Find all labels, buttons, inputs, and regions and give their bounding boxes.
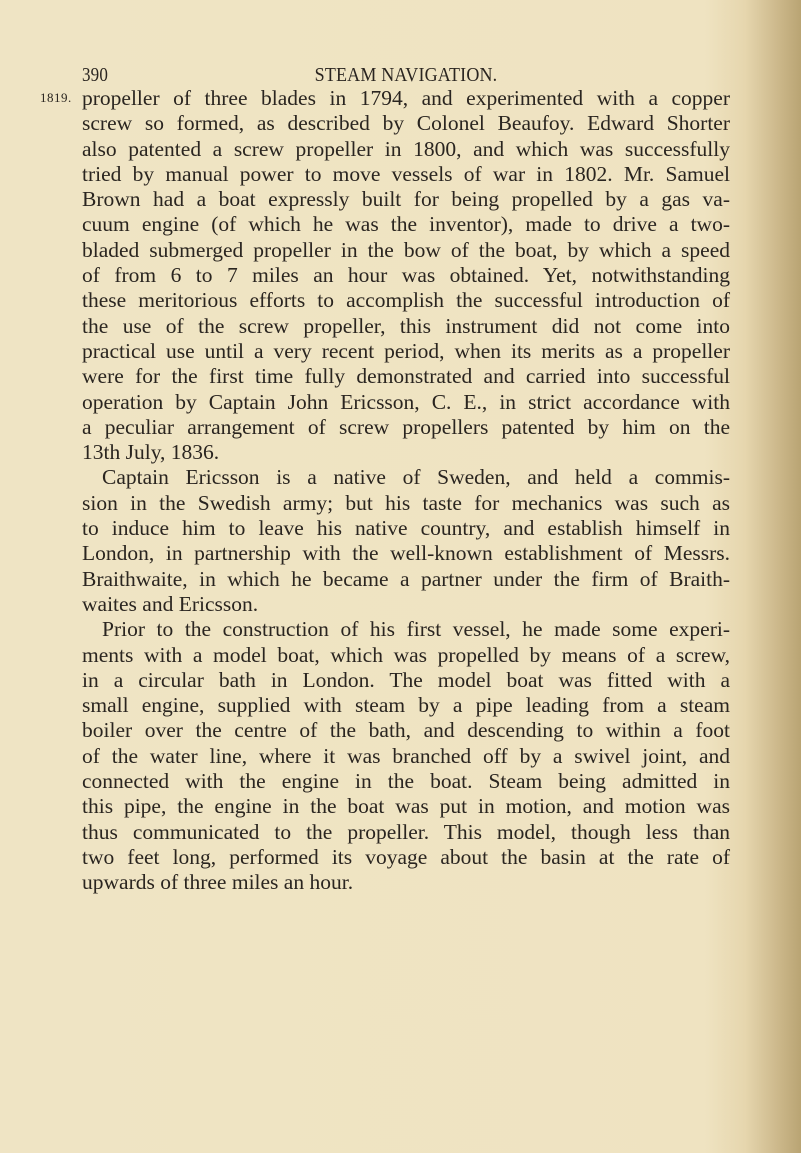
text-line: bladed submerged propeller in the bow of the boat, by which a speed <box>82 237 730 262</box>
text-line: Captain Ericsson is a native of Sweden, and held a commis- <box>102 465 730 490</box>
text-line: operation by Captain John Ericsson, C. E., in strict accordance with <box>82 389 730 414</box>
text-line: also patented a screw propeller in 1800, and which was successfully <box>82 136 730 161</box>
margin-year-note: 1819. <box>40 90 72 105</box>
text-line: thus communicated to the propeller. This model, though less than <box>82 819 730 844</box>
text-line: two feet long, performed its voyage about the basin at the rate of <box>82 844 730 869</box>
text-line: waites and Ericsson. <box>82 591 259 616</box>
text-line: 13th July, 1836. <box>82 440 220 465</box>
text-line: of the water line, where it was branched off by a swivel joint, and <box>82 743 730 768</box>
text-line: upwards of three miles an hour. <box>82 870 354 895</box>
text-line: connected with the engine in the boat. Steam being admitted in <box>82 769 730 794</box>
text-line: tried by manual power to move vessels of war in 1802. Mr. Samuel <box>82 161 730 186</box>
text-line: sion in the Swedish army; but his taste for mechanics was such as <box>82 490 730 515</box>
text-line: small engine, supplied with steam by a pipe leading from a steam <box>82 693 730 718</box>
text-line: the use of the screw propeller, this instrument did not come into <box>82 313 730 338</box>
text-line: Brown had a boat expressly built for being propelled by a gas va- <box>82 187 730 212</box>
text-line: boiler over the centre of the bath, and descending to within a foot <box>82 718 730 743</box>
text-line: a peculiar arrangement of screw propellers patented by him on the <box>82 414 730 439</box>
text-line: in a circular bath in London. The model boat was fitted with a <box>82 667 730 692</box>
text-line: this pipe, the engine in the boat was put in motion, and motion was <box>82 794 730 819</box>
body-text <box>82 86 730 896</box>
text-line: of from 6 to 7 miles an hour was obtained. Yet, notwithstanding <box>82 263 730 288</box>
text-line: screw so formed, as described by Colonel Beaufoy. Edward Shorter <box>82 111 730 136</box>
text-line: were for the first time fully demonstrated and carried into successful <box>82 364 730 389</box>
text-line: Braithwaite, in which he became a partner under the firm of Braith- <box>82 566 730 591</box>
text-line: ments with a model boat, which was propelled by means of a screw, <box>82 642 730 667</box>
text-line: these meritorious efforts to accomplish the successful introduction of <box>82 288 730 313</box>
text-line: London, in partnership with the well-known establishment of Messrs. <box>82 541 730 566</box>
text-line: to induce him to leave his native country, and establish himself in <box>82 516 730 541</box>
text-line: practical use until a very recent period, when its merits as a propeller <box>82 338 730 363</box>
text-line: cuum engine (of which he was the inventor), made to drive a two- <box>82 212 730 237</box>
text-line: propeller of three blades in 1794, and experimented with a copper <box>82 86 730 110</box>
page-number: 390 <box>82 64 109 86</box>
running-title: STEAM NAVIGATION. <box>314 64 498 86</box>
text-line: Prior to the construction of his first vessel, he made some experi- <box>102 617 730 642</box>
